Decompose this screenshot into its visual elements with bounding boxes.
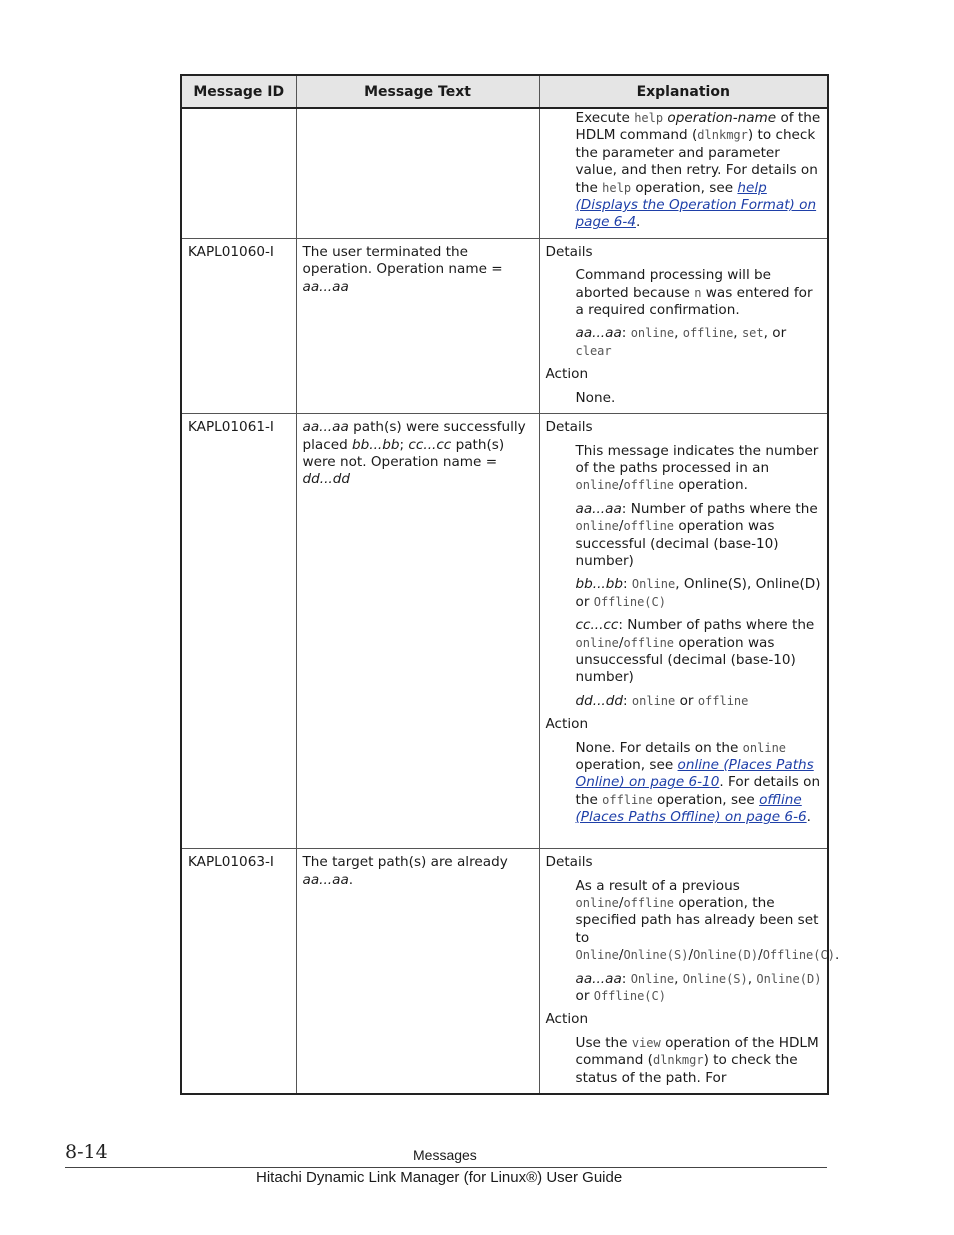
message-text: The user terminated the operation. Operation name = aa...aa (296, 238, 539, 413)
details-paragraph: cc...cc: Number of paths where the online/offline operation was unsuccessful (decimal (base-10) number) (575, 617, 815, 686)
details-paragraph: aa...aa: online, offline, set, or clear (575, 325, 787, 358)
explanation-cell (539, 108, 828, 238)
message-text: aa...aa path(s) were successfully placed bb...bb; cc...cc path(s) were not. Operation name = dd...dd (296, 414, 539, 849)
action-paragraph: Use the view operation of the HDLM command (dlnkmgr) to check the status of the path. For (575, 1034, 819, 1086)
details-label: Details (545, 854, 593, 871)
header-message-text: Message Text (296, 75, 539, 108)
explanation-paragraph: Execute help operation-name of the HDLM command (dlnkmgr) to check the parameter and parameter value, and then retry. For details on the help operation, see help (Displays the Operation Format) on page 6-4. (575, 110, 821, 231)
table-row (181, 414, 828, 849)
message-text: The target path(s) are already aa...aa. (296, 849, 539, 1094)
details-paragraph: As a result of a previous online/offline operation, the specified path has already been set to Online/Online(S)/Online(D)/Offline(C). (575, 877, 840, 964)
details-label: Details (545, 419, 593, 436)
table-header-row (181, 75, 828, 108)
header-explanation: Explanation (539, 75, 828, 108)
details-paragraph: aa...aa: Online, Online(S), Online(D) or Offline(C) (575, 970, 822, 1004)
action-paragraph: None. For details on the online operation, see online (Places Paths Online) on page 6-10. For details on the offline operation, see offline (Places Paths Offline) on page 6-6. (575, 739, 821, 826)
explanation-cell (539, 414, 828, 849)
message-id: KAPL01063-I (181, 849, 296, 1094)
details-paragraph: bb...bb: Online, Online(S), Online(D) or Offline(C) (575, 576, 821, 610)
section-title: Messages (413, 1147, 477, 1163)
offline-operation-link[interactable]: offline (Places Paths Offline) on page 6-6 (575, 791, 807, 826)
details-paragraph: This message indicates the number of the paths processed in an online/offline operation. (575, 442, 819, 494)
help-operation-link[interactable]: help (Displays the Operation Format) on page 6-4 (575, 179, 817, 231)
table-row (181, 849, 828, 1094)
action-label: Action (545, 366, 589, 383)
message-id: KAPL01061-I (181, 414, 296, 849)
book-title: Hitachi Dynamic Link Manager (for Linux®) User Guide (256, 1169, 623, 1186)
online-operation-link[interactable]: online (Places Paths Online) on page 6-10 (575, 757, 814, 791)
details-paragraph: dd...dd: online or offline (575, 692, 749, 709)
page-number: 8-14 (65, 1141, 108, 1163)
message-id: KAPL01060-I (181, 238, 296, 413)
explanation-cell (539, 849, 840, 1094)
message-text-cell (296, 108, 539, 238)
details-paragraph: Command processing will be aborted because n was entered for a required confirmation. (575, 267, 813, 319)
action-label: Action (545, 1011, 589, 1028)
action-paragraph: None. (575, 389, 616, 406)
details-label: Details (545, 243, 593, 260)
footer-divider (65, 1167, 827, 1168)
explanation-cell (539, 238, 828, 413)
table-row (181, 108, 828, 238)
details-paragraph: aa...aa: Number of paths where the online/offline operation was successful (decimal (base-10) number) (575, 500, 818, 569)
table-row (181, 238, 828, 413)
header-message-id: Message ID (181, 75, 296, 108)
action-label: Action (545, 716, 589, 733)
message-id-cell (181, 108, 296, 238)
messages-table (180, 74, 840, 1095)
